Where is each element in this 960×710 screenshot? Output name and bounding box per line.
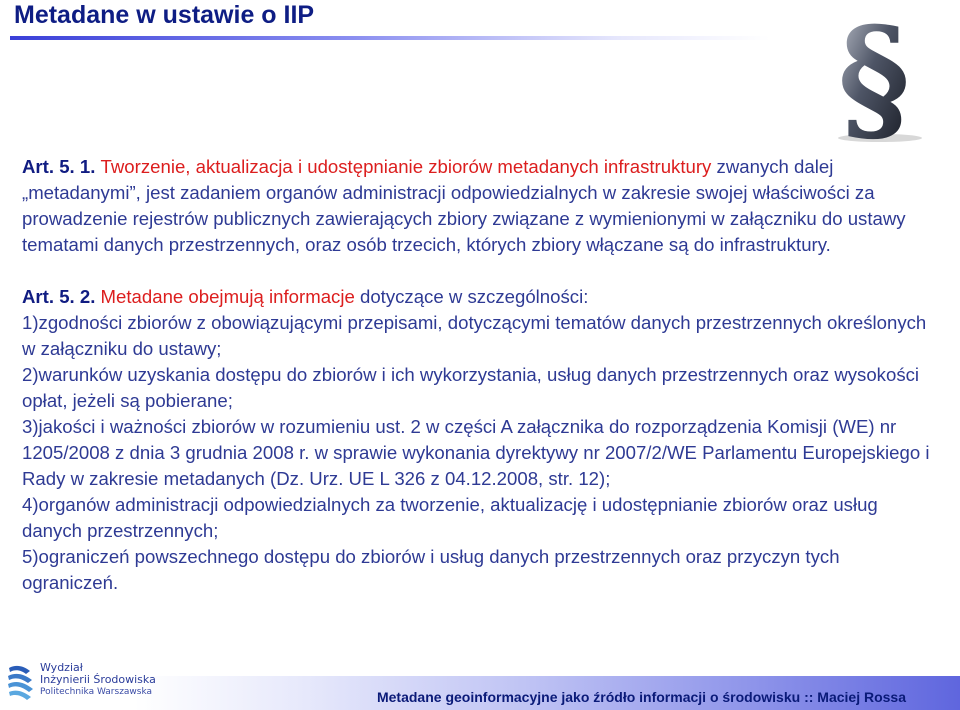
art-5-2-lead: Metadane obejmują informacje <box>100 286 355 307</box>
page-title: Metadane w ustawie o IIP <box>14 1 315 29</box>
art-5-1-lead: Tworzenie, aktualizacja i udostępnianie zbiorów metadanych infrastruktury <box>100 156 712 177</box>
footer-text: Metadane geoinformacyjne jako źródło informacji o środowisku :: Maciej Rossa <box>376 689 906 705</box>
art-5-1-body: zwanych dalej „metadanymi”, jest zadaniem organów administracji odpowiedzialnych w zakresie swojej właściwości za prowadzenie rejestrów publicznych zawierających zbiory związane z wymienionymi w załączniku do ustawy tematami danych przestrzennych, oraz osób trzecich, których zbiory włączane są do infrastruktury. <box>22 156 906 255</box>
art-5-1-paragraph <box>22 154 932 258</box>
faculty-logo <box>40 662 156 698</box>
faculty-logo-icon <box>6 662 36 704</box>
list-item-5: 5)ograniczeń powszechnego dostępu do zbiorów i usług danych przestrzennych oraz przyczyn tych ograniczeń. <box>22 546 840 593</box>
logo-line-1: Wydział <box>40 661 83 674</box>
list-item-4: 4)organów administracji odpowiedzialnych za tworzenie, aktualizację i udostępnianie zbiorów oraz usług danych przestrzennych; <box>22 494 878 541</box>
list-item-1: 1)zgodności zbiorów z obowiązującymi przepisami, dotyczącymi tematów danych przestrzennych określonych w załączniku do ustawy; <box>22 312 927 359</box>
art-5-2-heading <box>22 284 932 310</box>
logo-line-2: Inżynierii Środowiska <box>40 673 156 686</box>
art-5-2-label: Art. 5. 2. <box>22 286 101 307</box>
paragraph-icon <box>820 14 930 144</box>
list-item-2: 2)warunków uzyskania dostępu do zbiorów i ich wykorzystania, usług danych przestrzennych oraz wysokości opłat, jeżeli są pobierane; <box>22 364 920 411</box>
art-5-1-label: Art. 5. 1. <box>22 156 101 177</box>
logo-line-3: Politechnika Warszawska <box>40 687 153 697</box>
title-underline <box>10 36 770 40</box>
slide-body <box>22 154 932 596</box>
list-item-3: 3)jakości i ważności zbiorów w rozumieniu ust. 2 w części A załącznika do rozporządzenia Komisji (WE) nr 1205/2008 z dnia 3 grudnia 2008 r. w sprawie wykonania dyrektywy nr 2007/2/WE Parlamentu Europejskiego i Rady w zakresie metadanych (Dz. Urz. UE L 326 z 04.12.2008, str. 12); <box>22 416 930 489</box>
art-5-2-rest: dotyczące w szczególności: <box>354 286 589 307</box>
svg-text:§: § <box>837 14 911 144</box>
